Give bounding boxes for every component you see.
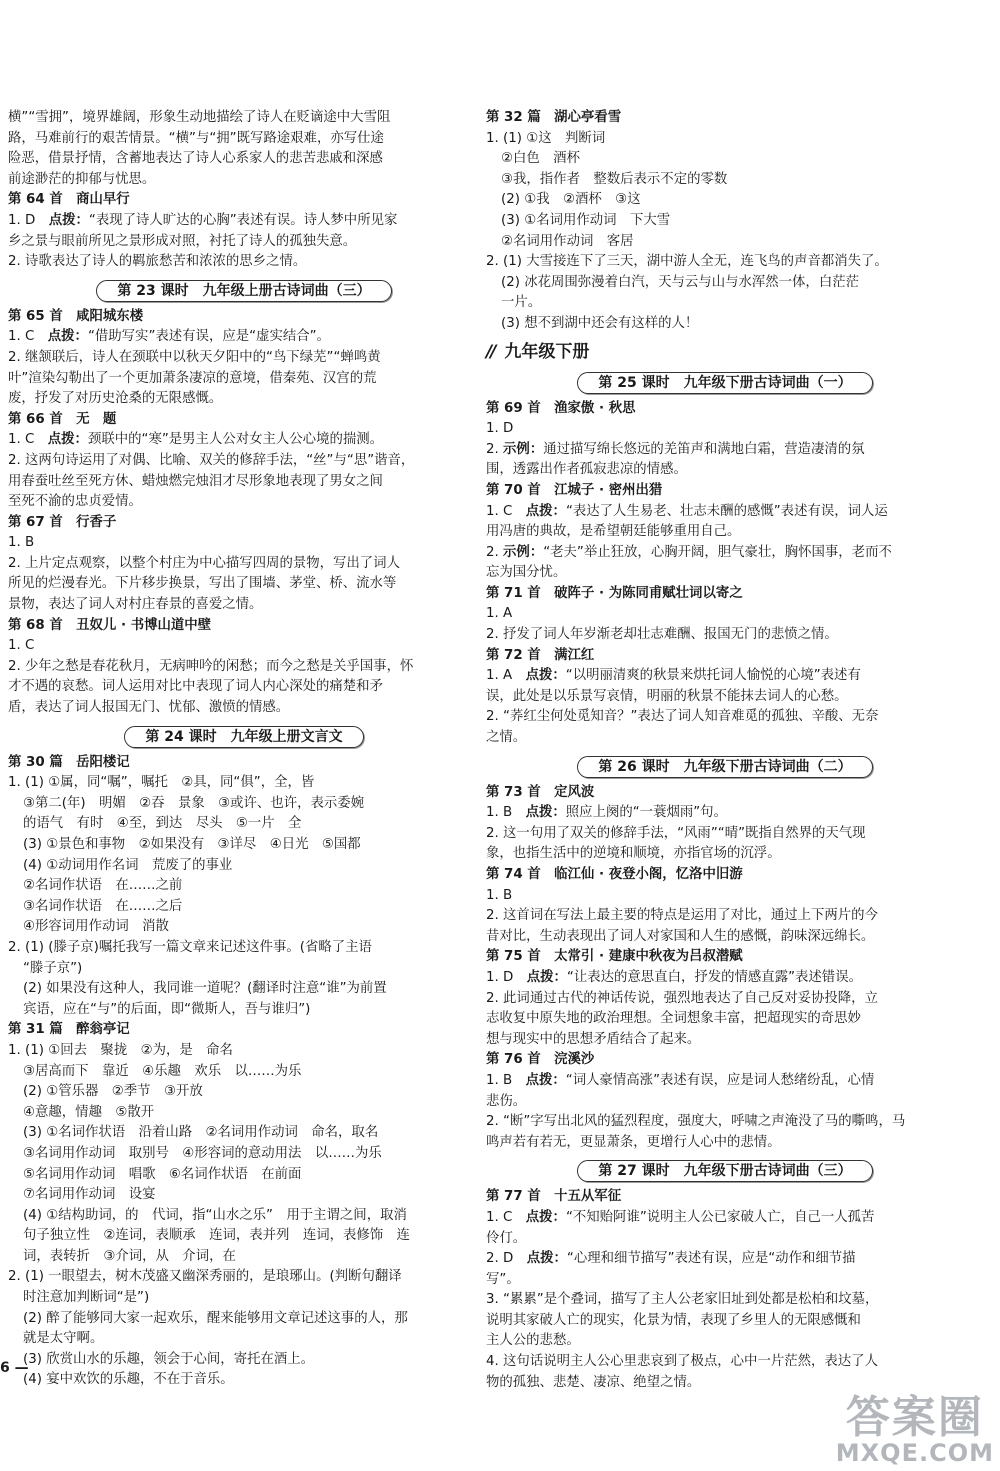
answer-line: 用春蚕吐丝至死方休、蜡烛燃完烛泪才尽形象地表现了男女之间 — [8, 473, 383, 489]
answer-line: 4. 这句话说明主人公心里悲哀到了极点，心中一片茫然，表达了人 — [486, 1354, 878, 1370]
answer-line: 忘为国分忧。 — [486, 565, 567, 581]
answer-line: (3) ①名词作状语 沿着山路 ②名词用作动词 命名，取名 — [23, 1125, 379, 1141]
answer-text: “不知贻阿谁”说明主人公已家破人亡，自己一人孤苦 — [565, 1209, 875, 1225]
answer-line — [486, 968, 964, 989]
answer-line: (3) 欣赏山水的乐趣，领会于心间，寄托在酒上。 — [23, 1351, 315, 1367]
answer-line: (3) ①景色和事物 ②如果没有 ③详尽 ④日光 ⑤国都 — [23, 837, 361, 852]
answer-number: 1. D — [8, 212, 49, 228]
answer-line: 才不遇的哀愁。词人运用对比中表现了词人内心深处的痛楚和矛 — [8, 679, 383, 695]
answer-line: ⑤名词用作动词 唱歌 ⑥名词作状语 在前面 — [23, 1166, 302, 1182]
answer-line: 之情。 — [486, 730, 527, 746]
section-heading: 第 77 首 十五从军征 — [486, 1189, 622, 1205]
answer-line: ②名词作状语 在……之前 — [23, 878, 183, 894]
answer-text: “以明丽清爽的秋景来烘托词人愉悦的心境”表述有 — [565, 668, 861, 684]
hint-label: 点拨： — [525, 668, 566, 684]
answer-number: 1. D — [486, 969, 527, 985]
answer-line: ⑦名词用作动词 设宴 — [23, 1187, 156, 1203]
answer-text: “让表达的意思直白，抒发的情感直露”表述错误。 — [566, 969, 862, 985]
answer-line: (3) ①名词用作动词 下大雪 — [501, 212, 671, 228]
answer-line: 用冯唐的典故，是希望朝廷能够重用自己。 — [486, 524, 741, 540]
answer-line: ③名词作状语 在……之后 — [23, 898, 183, 914]
section-heading: 第 74 首 临江仙 · 夜登小阁，忆洛中旧游 — [486, 867, 743, 882]
answer-number: 2. — [486, 544, 504, 560]
answer-number: 1. B — [486, 1072, 526, 1088]
answer-line: 2. 这一句用了双关的修辞手法，“风雨”“晴”既指自然界的天气现 — [486, 825, 866, 841]
answer-line — [8, 211, 480, 232]
answer-line: (2) ①管乐器 ②季节 ③开放 — [23, 1084, 203, 1100]
answer-line: 景物，表达了词人对村庄春景的喜爱之情。 — [8, 597, 263, 613]
section-heading: 第 31 篇 醉翁亭记 — [8, 1022, 130, 1038]
answer-line: (4) ①结构助词，的 代词，指“山水之乐” 用于主谓之间，取消 — [23, 1207, 407, 1223]
answer-line: 宾语，应在“与”的后面，即“微斯人，吾与谁归”) — [23, 1001, 311, 1017]
answer-line: ②白色 酒杯 — [501, 151, 580, 167]
answer-line: 物的孤独、悲楚、凄凉、绝望之情。 — [486, 1374, 701, 1390]
answer-line: (2) ①我 ②酒杯 ③这 — [501, 192, 641, 208]
left-column — [8, 108, 480, 1391]
hint-label: 点拨： — [47, 432, 88, 448]
answer-text: 照应上阕的“一蓑烟雨”句。 — [565, 805, 727, 821]
answer-line: 就是太守啊。 — [23, 1331, 104, 1347]
lesson-title: 第 24 课时 九年级上册文言文 — [124, 726, 363, 748]
answer-line: ④形容词用作动词 消散 — [23, 919, 169, 935]
watermark-url: MXQE.COM — [835, 1439, 994, 1467]
answer-line: 2. 继颔联后，诗人在颈联中以秋天夕阳中的“鸟下绿芜”“蝉鸣黄 — [8, 349, 381, 365]
answer-line: (2) 如果没有这种人，我同谁一道呢？(翻译时注意“谁”为前置 — [23, 981, 387, 997]
answer-line: ③第二(年) 明媚 ②吞 景象 ③或许、也许，表示委婉 — [23, 795, 365, 811]
answer-text: “词人豪情高涨”表述有误，应是词人愁绪纷乱，心情 — [565, 1072, 875, 1088]
answer-line — [486, 1249, 964, 1270]
answer-line: (3) 想不到湖中还会有这样的人！ — [501, 315, 699, 331]
answer-line: 2. (1) (滕子京)嘱托我写一篇文章来记述这件事。(省略了主语 — [8, 939, 372, 955]
answer-line: 横”“雪拥”，境界雄阔，形象生动地描绘了诗人在贬谪途中大雪阻 — [8, 110, 391, 125]
section-heading: 第 73 首 定风波 — [486, 784, 595, 800]
hint-label: 点拨： — [48, 212, 89, 228]
answer-text: “表现了诗人旷达的心胸”表述有误。诗人梦中所见家 — [88, 212, 398, 228]
lesson-banner — [486, 1159, 964, 1183]
hint-label: 点拨： — [525, 1209, 566, 1225]
answer-line: 所见的烂漫春光。下片移步换景，写出了围墙、茅堂、桥、流水等 — [8, 576, 397, 592]
answer-text: “老夫”举止狂放，心胸开阔，胆气豪壮，胸怀国事，老而不 — [543, 544, 892, 560]
answer-line: 2. “荞红尘何处觅知音？”表达了词人知音难觅的孤独、辛酸、无奈 — [486, 709, 879, 725]
lesson-title: 第 27 课时 九年级下册古诗词曲（三） — [577, 1160, 872, 1182]
answer-line: 1. (1) ①回去 聚拢 ②为，是 命名 — [8, 1042, 233, 1058]
hint-label: 点拨： — [525, 503, 566, 519]
hint-label: 点拨： — [526, 1251, 567, 1267]
answer-line: (4) 宴中欢饮的乐趣，不在于音乐。 — [23, 1372, 234, 1388]
answer-number: 1. B — [486, 805, 526, 821]
site-watermark — [835, 1392, 994, 1467]
lesson-banner — [486, 755, 964, 779]
section-heading: 第 66 首 无 题 — [8, 411, 117, 427]
answer-line — [486, 502, 964, 523]
answer-line — [486, 440, 964, 461]
answer-line: 1. (1) ①这 判断词 — [486, 130, 606, 146]
section-heading: 第 67 首 行香子 — [8, 514, 117, 530]
answer-line: (4) ①动词用作名词 荒废了的事业 — [23, 857, 233, 873]
answer-line: ④意趣，情趣 ⑤散开 — [23, 1104, 155, 1120]
answer-line: 3. “累累”是个叠词，描写了主人公老家旧址到处都是松柏和坟墓， — [486, 1292, 879, 1308]
answer-line — [8, 327, 480, 348]
answer-line: 叶”渲染勾勒出了一个更加萧条凄凉的意境，借秦苑、汉宫的荒 — [8, 370, 377, 386]
answer-line: 时注意加判断词“是”) — [23, 1290, 150, 1306]
answer-line — [486, 803, 964, 824]
grade-heading-text: 九年级下册 — [504, 341, 590, 362]
lesson-title: 第 23 课时 九年级上册古诗词曲（三） — [96, 280, 391, 302]
section-heading: 第 30 篇 岳阳楼记 — [8, 754, 130, 770]
answer-line: 象，也指生活中的逆境和顺境，亦指官场的沉浮。 — [486, 846, 781, 862]
answer-line: 写”。 — [486, 1271, 520, 1287]
answer-line: 2. (1) 大雪接连下了三天，湖中游人全无，连飞鸟的声音都消失了。 — [486, 254, 888, 270]
answer-line: (2) 醉了能够同大家一起欢乐，醒来能够用文章记述这事的人，那 — [23, 1310, 408, 1326]
answer-line: 句子独立性 ②连词，表顺承 连词，表并列 连词，表修饰 连 — [23, 1228, 410, 1244]
answer-line: 前途渺茫的抑郁与忧思。 — [8, 171, 156, 187]
section-heading: 第 65 首 咸阳城东楼 — [8, 308, 144, 324]
answer-text: 通过描写绵长悠远的羌笛声和满地白霜，营造凄清的氛 — [543, 441, 865, 457]
lesson-banner — [486, 371, 964, 395]
section-heading: 第 71 首 破阵子 · 为陈同甫赋壮词以寄之 — [486, 585, 743, 601]
answer-line: ③居高而下 靠近 ④乐趣 欢乐 以……为乐 — [23, 1063, 302, 1079]
grade-heading — [486, 339, 964, 365]
answer-line: 2. (1) 一眼望去，树木茂盛又幽深秀丽的，是琅琊山。(判断句翻译 — [8, 1269, 402, 1285]
answer-text: “借助写实”表述有误，应是“虚实结合”。 — [87, 329, 330, 345]
page-number: 6 — — [0, 1360, 29, 1376]
section-heading: 第 69 首 渔家傲 · 秋思 — [486, 400, 636, 416]
lesson-title: 第 25 课时 九年级下册古诗词曲（一） — [577, 372, 872, 394]
answer-line — [8, 430, 480, 451]
answer-line: 1. B — [8, 535, 35, 551]
answer-text: “心理和细节描写”表述有误，应是“动作和细节描 — [566, 1251, 856, 1267]
answer-line: 的语气 有时 ④至，到达 尽头 ⑤一片 全 — [23, 816, 302, 832]
answer-line — [486, 1208, 964, 1229]
answer-line: 志收复中原失地的政治理想。全词想象丰富，把超现实的奇思妙 — [486, 1011, 861, 1027]
answer-line: 险恶，借景抒情，含蓄地表达了诗人心系家人的悲苦悲戚和深感 — [8, 151, 383, 167]
hint-label: 点拨： — [525, 1072, 566, 1088]
right-column — [486, 108, 964, 1393]
answer-line: 2. “断”字写出北风的猛烈程度，强度大，呼啸之声淹没了马的嘶鸣，马 — [486, 1114, 906, 1130]
section-heading: 第 75 首 太常引 · 建康中秋夜为吕叔潜赋 — [486, 949, 743, 965]
answer-line: 废，抒发了对历史沧桑的无限感慨。 — [8, 391, 223, 407]
answer-line: 伶仃。 — [486, 1230, 527, 1246]
lesson-title: 第 26 课时 九年级下册古诗词曲（二） — [577, 756, 872, 778]
answer-number: 1. C — [486, 503, 526, 519]
section-heading: 第 64 首 商山早行 — [8, 192, 130, 208]
answer-line: 至死不渝的忠贞爱情。 — [8, 494, 142, 510]
answer-number: 1. C — [486, 1209, 526, 1225]
answer-line: 1. C — [8, 638, 35, 654]
hint-label: 点拨： — [526, 969, 567, 985]
answer-line: “滕子京”) — [23, 960, 83, 976]
section-heading: 第 68 首 丑奴儿 · 书博山道中壁 — [8, 617, 212, 633]
answer-line: ③我，指作者 整数后表示不定的零数 — [501, 171, 728, 187]
answer-line: 2. 诗歌表达了诗人的羁旅愁苦和浓浓的思乡之情。 — [8, 254, 307, 270]
answer-line: 鸣声若有若无，更显萧条，更增行人心中的悲情。 — [486, 1134, 781, 1150]
lesson-banner — [8, 279, 480, 303]
answer-line: 1. B — [486, 887, 513, 903]
answer-number: 1. C — [8, 329, 48, 345]
answer-line: 路，马难前行的艰苦情景。“横”与“拥”既写路途艰难，亦写仕途 — [8, 130, 384, 146]
lesson-banner — [8, 725, 480, 749]
answer-line: 想与现实中的思想矛盾结合了起来。 — [486, 1031, 701, 1047]
answer-number: 1. A — [486, 668, 526, 684]
answer-text: 颈联中的“寒”是男主人公对女主人公心境的揣测。 — [87, 432, 384, 448]
answer-line — [486, 543, 964, 564]
hint-label: 示例： — [503, 544, 544, 560]
answer-line: ②名词用作动词 客居 — [501, 233, 634, 249]
section-heading: 第 70 首 江城子 · 密州出猎 — [486, 482, 663, 498]
answer-line: 主人公的悲愁。 — [486, 1333, 580, 1349]
answer-number: 1. C — [8, 432, 48, 448]
answer-text: “表达了人生易老、壮志未酬的感慨”表述有误，词人运 — [565, 503, 888, 519]
answer-line — [486, 666, 964, 687]
answer-line: 1. (1) ①属，同“嘱”，嘱托 ②具，同“俱”，全，皆 — [8, 775, 315, 791]
answer-line: 2. 抒发了词人年岁渐老却壮志难酬、报国无门的悲愤之情。 — [486, 627, 838, 643]
section-heading: 第 32 篇 湖心亭看雪 — [486, 110, 622, 125]
answer-line: 2. 上片定点观察，以整个村庄为中心描写四周的景物，写出了词人 — [8, 555, 400, 571]
answer-line: 2. 这首词在写法上最主要的特点是运用了对比，通过上下两片的今 — [486, 908, 878, 924]
answer-line: 2. 这两句诗运用了对偶、比喻、双关的修辞手法，“丝”与“思”谐音， — [8, 452, 415, 468]
hint-label: 点拨： — [525, 805, 566, 821]
answer-line: 昔对比，生动表现出了词人对家国和人生的感慨，韵味深远绵长。 — [486, 928, 875, 944]
answer-line: 误，此处是以乐景写哀情，明丽的秋景不能抹去词人的心愁。 — [486, 688, 848, 704]
answer-line: ③名词用作动词 取别号 ④形容词的意动用法 以……为乐 — [23, 1145, 382, 1161]
section-heading: 第 72 首 满江红 — [486, 647, 595, 663]
answer-line: 2. 此词通过古代的神话传说，强烈地表达了自己反对妥协投降，立 — [486, 990, 878, 1006]
answer-number: 2. — [486, 441, 504, 457]
answer-line: 盾，表达了词人报国无门、忧郁、激愤的情感。 — [8, 700, 290, 716]
answer-line: 围，透露出作者孤寂悲凉的情感。 — [486, 462, 687, 478]
answer-line: 1. D — [486, 421, 514, 437]
answer-line: 乡之景与眼前所见之景形成对照，衬托了诗人的孤独失意。 — [8, 233, 357, 249]
slash-mark-icon: // — [486, 341, 495, 362]
answer-line: 说明其家破人亡的现实，化景为情，表现了乡里人的无限感慨和 — [486, 1312, 861, 1328]
answer-line: 悲伤。 — [486, 1093, 527, 1109]
answer-line: 一片。 — [501, 295, 542, 311]
section-heading: 第 76 首 浣溪沙 — [486, 1052, 595, 1068]
hint-label: 示例： — [503, 441, 544, 457]
answer-number: 2. D — [486, 1251, 527, 1267]
watermark-logo-text: 答案圈 — [845, 1392, 984, 1443]
answer-line: 1. A — [486, 606, 513, 622]
answer-line: 2. 少年之愁是春花秋月，无病呻吟的闲愁；而今之愁是关乎国事，怀 — [8, 658, 414, 674]
hint-label: 点拨： — [47, 329, 88, 345]
answer-line — [486, 1071, 964, 1092]
answer-line: (2) 冰花周围弥漫着白汽，天与云与山与水浑然一体，白茫茫 — [501, 274, 859, 290]
answer-line: 词，表转折 ③介词，从 介词，在 — [23, 1248, 236, 1264]
